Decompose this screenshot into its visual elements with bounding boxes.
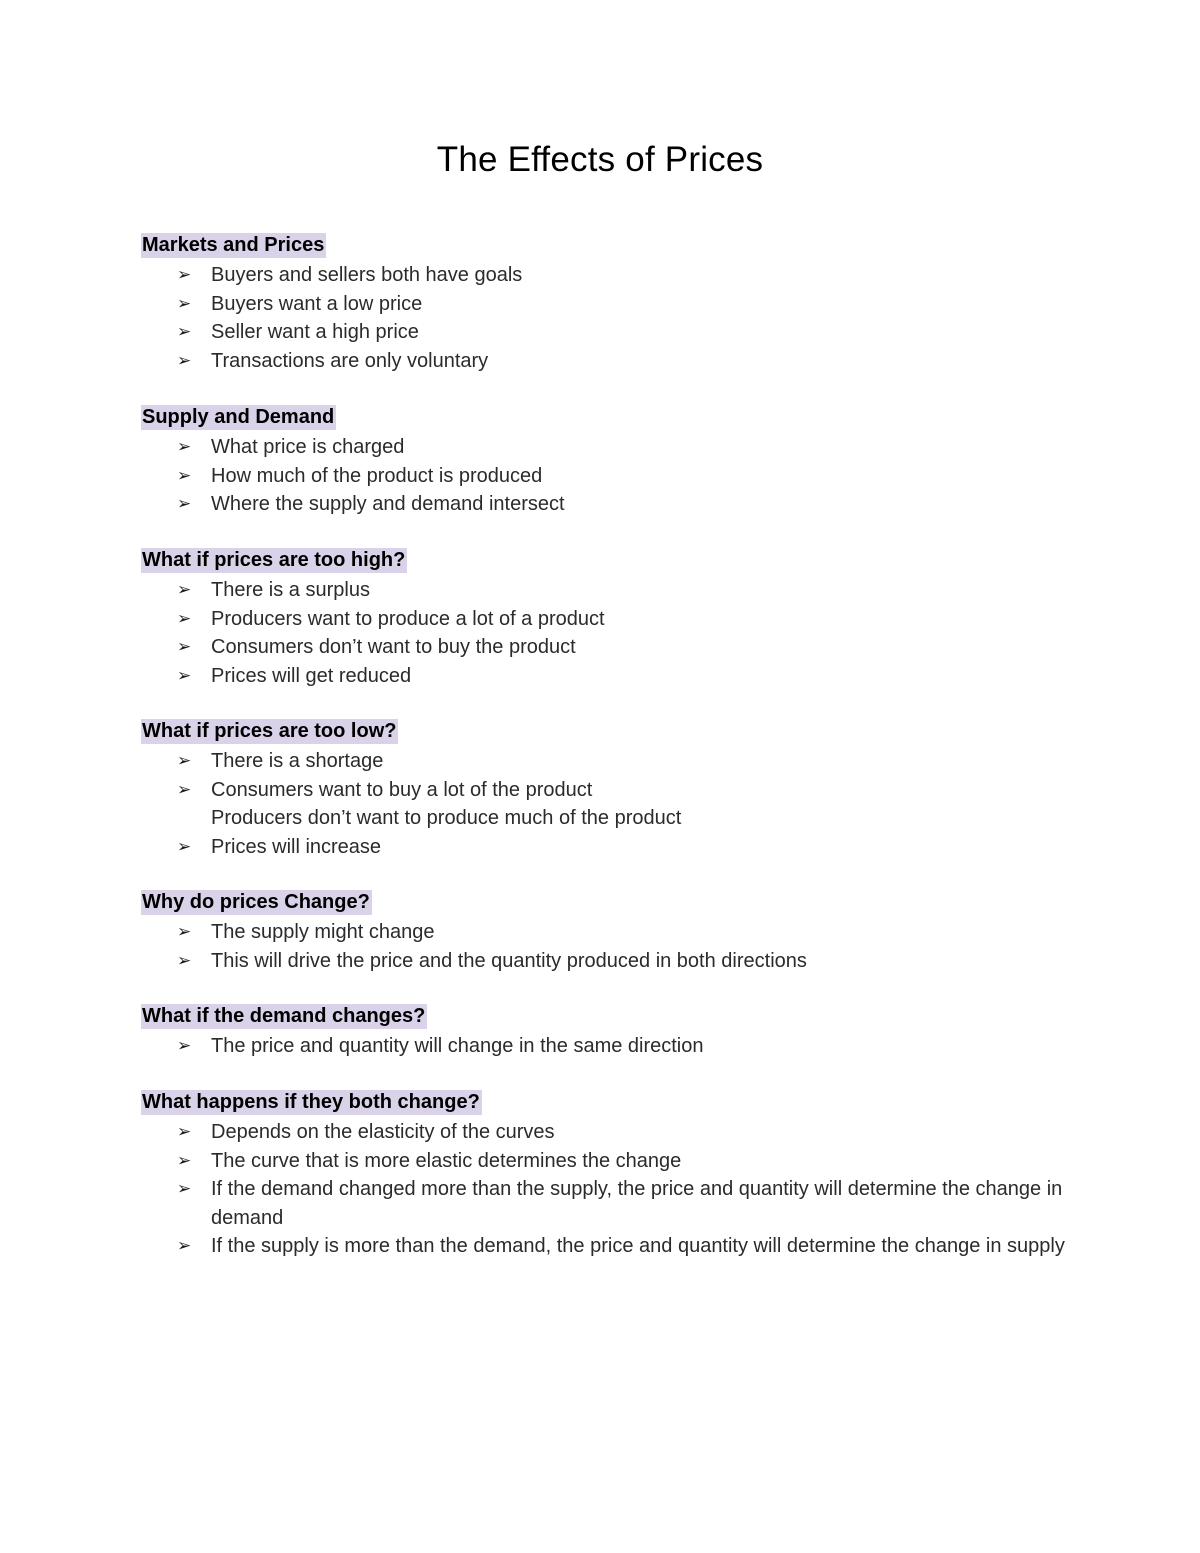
list-item-text: Depends on the elasticity of the curves: [211, 1121, 555, 1143]
section-supply-and-demand: [141, 405, 1101, 519]
arrow-bullet-icon: ➢: [177, 950, 192, 971]
list-item-text: Consumers don’t want to buy the product: [211, 636, 576, 658]
arrow-bullet-icon: ➢: [177, 437, 192, 457]
bullet-list: [141, 576, 1101, 690]
list-item: [141, 1147, 1101, 1176]
list-item: [141, 347, 1101, 376]
arrow-bullet-icon: ➢: [177, 322, 192, 342]
list-item-text: Where the supply and demand intersect: [211, 493, 565, 515]
list-item-text: What price is charged: [211, 436, 405, 458]
section-prices-too-low: [141, 719, 1101, 861]
list-item-text: Prices will increase: [211, 835, 382, 858]
list-item-text: Producers don’t want to produce much of the product: [211, 807, 682, 829]
list-item: [141, 261, 1101, 290]
list-item: [141, 918, 1101, 947]
list-item: [141, 747, 1101, 776]
section-why-prices-change: [141, 890, 1101, 975]
list-item: [141, 804, 1101, 833]
section-heading: Markets and Prices: [142, 234, 325, 256]
list-item-text: There is a shortage: [211, 750, 384, 772]
list-item: [141, 576, 1101, 605]
list-item-text: This will drive the price and the quantity produced in both directions: [211, 949, 807, 972]
arrow-bullet-icon: ➢: [177, 1236, 192, 1256]
arrow-bullet-icon: ➢: [177, 751, 192, 771]
arrow-bullet-icon: ➢: [177, 1036, 192, 1056]
bullet-list: [141, 1118, 1101, 1261]
arrow-bullet-icon: ➢: [177, 608, 192, 629]
list-item-text: Buyers and sellers both have goals: [211, 264, 523, 286]
list-item: [141, 462, 1101, 491]
arrow-bullet-icon: ➢: [177, 494, 192, 514]
arrow-bullet-icon: ➢: [177, 1150, 192, 1171]
list-item: [141, 318, 1101, 347]
list-item: [141, 290, 1101, 319]
page-title: The Effects of Prices: [436, 140, 764, 179]
list-item: [141, 633, 1101, 662]
list-item-text: If the demand changed more than the supply, the price and quantity will determine the change in demand: [211, 1178, 1063, 1229]
list-item-text: The curve that is more elastic determines the change: [211, 1149, 682, 1172]
list-item-text: If the supply is more than the demand, the price and quantity will determine the change in supply: [211, 1235, 1065, 1257]
list-item: [141, 1032, 1101, 1061]
list-item: [141, 947, 1101, 976]
section-heading: Supply and Demand: [142, 406, 335, 428]
arrow-bullet-icon: ➢: [177, 637, 192, 657]
section-heading: What if prices are too high?: [142, 549, 406, 571]
list-item-text: Producers want to produce a lot of a product: [211, 607, 605, 630]
list-item-text: Transactions are only voluntary: [211, 349, 489, 372]
list-item-text: The price and quantity will change in the same direction: [211, 1035, 704, 1057]
bullet-list: [141, 918, 1101, 975]
arrow-bullet-icon: ➢: [177, 293, 192, 314]
list-item: [141, 833, 1101, 862]
bullet-list: [141, 433, 1101, 519]
arrow-bullet-icon: ➢: [177, 580, 192, 600]
section-heading: What if the demand changes?: [142, 1005, 426, 1027]
arrow-bullet-icon: ➢: [177, 1122, 192, 1142]
arrow-bullet-icon: ➢: [177, 779, 192, 800]
arrow-bullet-icon: ➢: [177, 465, 192, 486]
list-item-text: There is a surplus: [211, 579, 370, 601]
list-item: [141, 662, 1101, 691]
arrow-bullet-icon: ➢: [177, 1179, 192, 1199]
section-prices-too-high: [141, 548, 1101, 690]
arrow-bullet-icon: ➢: [177, 350, 192, 371]
list-item: [141, 1175, 1101, 1232]
section-markets-and-prices: [141, 233, 1101, 375]
list-item-text: Seller want a high price: [211, 321, 419, 343]
section-heading: What if prices are too low?: [142, 720, 397, 742]
list-item-text: Buyers want a low price: [211, 292, 423, 315]
arrow-bullet-icon: ➢: [177, 265, 192, 285]
arrow-bullet-icon: ➢: [177, 665, 192, 686]
section-heading: Why do prices Change?: [142, 891, 370, 913]
section-both-change: [141, 1090, 1101, 1261]
arrow-bullet-icon: ➢: [177, 836, 192, 857]
list-item-text: The supply might change: [211, 921, 435, 943]
section-heading: What happens if they both change?: [142, 1091, 480, 1113]
arrow-bullet-icon: ➢: [177, 922, 192, 942]
bullet-list: [141, 1032, 1101, 1061]
bullet-list: [141, 261, 1101, 375]
list-item-text: Consumers want to buy a lot of the product: [211, 778, 593, 801]
list-item: [141, 490, 1101, 519]
bullet-list: [141, 747, 1101, 861]
list-item: [141, 1118, 1101, 1147]
list-item-text: Prices will get reduced: [211, 664, 412, 687]
list-item: [141, 433, 1101, 462]
section-demand-changes: [141, 1004, 1101, 1061]
list-item-text: How much of the product is produced: [211, 464, 543, 487]
list-item: [141, 605, 1101, 634]
list-item: [141, 776, 1101, 805]
list-item: [141, 1232, 1101, 1261]
